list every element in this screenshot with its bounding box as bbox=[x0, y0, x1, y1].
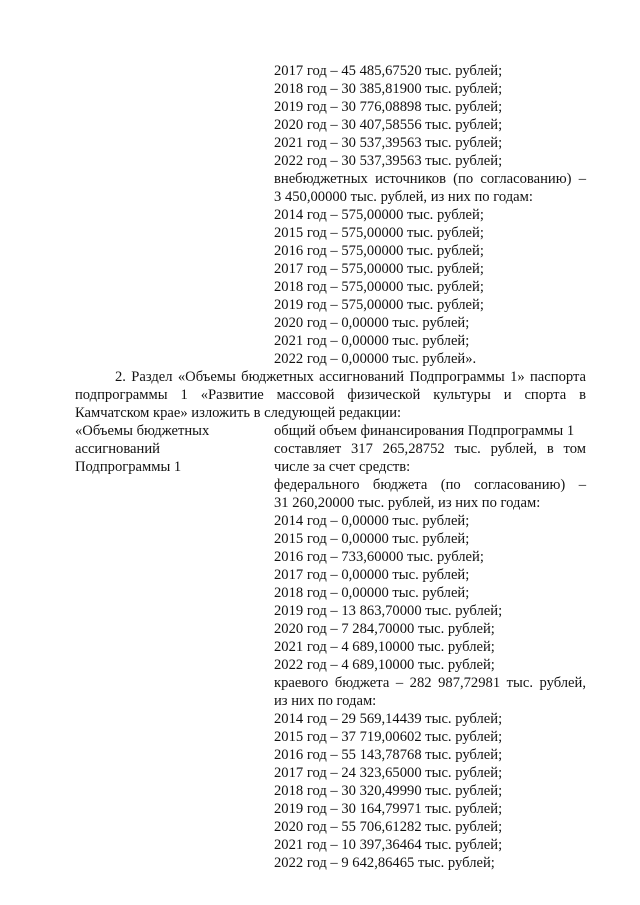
funding-line: общий объем финансирования Подпрограммы 1 bbox=[274, 423, 575, 439]
funding-line: 2020 год – 30 407,58556 тыс. рублей; bbox=[274, 117, 503, 133]
funding-line: из них по годам: bbox=[274, 693, 377, 709]
funding-line: 2018 год – 30 385,81900 тыс. рублей; bbox=[274, 81, 503, 97]
funding-line: 2020 год – 55 706,61282 тыс. рублей; bbox=[274, 819, 503, 835]
funding-line: 2014 год – 0,00000 тыс. рублей; bbox=[274, 513, 470, 529]
funding-line: 2022 год – 4 689,10000 тыс. рублей; bbox=[274, 657, 495, 673]
funding-line: 2022 год – 30 537,39563 тыс. рублей; bbox=[274, 153, 503, 169]
funding-line: 2019 год – 30 164,79971 тыс. рублей; bbox=[274, 801, 503, 817]
funding-line: 2018 год – 0,00000 тыс. рублей; bbox=[274, 585, 470, 601]
funding-line: 2021 год – 4 689,10000 тыс. рублей; bbox=[274, 639, 495, 655]
funding-line: 2017 год – 575,00000 тыс. рублей; bbox=[274, 261, 484, 277]
funding-line: 2017 год – 0,00000 тыс. рублей; bbox=[274, 567, 470, 583]
funding-line: 2017 год – 45 485,67520 тыс. рублей; bbox=[274, 63, 503, 79]
funding-line: 31 260,20000 тыс. рублей, из них по годам: bbox=[274, 495, 541, 511]
paragraph-line: Камчатском крае» изложить в следующей редакции: bbox=[75, 405, 402, 421]
funding-line: 2022 год – 9 642,86465 тыс. рублей; bbox=[274, 855, 495, 871]
funding-line: краевого бюджета – 282 987,72981 тыс. рублей, bbox=[274, 675, 586, 691]
funding-line: 2015 год – 575,00000 тыс. рублей; bbox=[274, 225, 484, 241]
funding-line: 2014 год – 575,00000 тыс. рублей; bbox=[274, 207, 484, 223]
section-label: ассигнований bbox=[75, 441, 160, 457]
funding-line: 2014 год – 29 569,14439 тыс. рублей; bbox=[274, 711, 503, 727]
funding-line: 2019 год – 30 776,08898 тыс. рублей; bbox=[274, 99, 503, 115]
section-label: Подпрограммы 1 bbox=[75, 459, 182, 475]
funding-line: внебюджетных источников (по согласованию) – bbox=[274, 171, 586, 187]
funding-line: 2016 год – 575,00000 тыс. рублей; bbox=[274, 243, 484, 259]
funding-line: 2019 год – 575,00000 тыс. рублей; bbox=[274, 297, 484, 313]
funding-line: 2018 год – 30 320,49990 тыс. рублей; bbox=[274, 783, 503, 799]
paragraph-line: подпрограммы 1 «Развитие массовой физической культуры и спорта в bbox=[75, 387, 586, 403]
funding-line: 2021 год – 0,00000 тыс. рублей; bbox=[274, 333, 470, 349]
funding-line: 2018 год – 575,00000 тыс. рублей; bbox=[274, 279, 484, 295]
funding-line: 2015 год – 37 719,00602 тыс. рублей; bbox=[274, 729, 503, 745]
funding-line: 2019 год – 13 863,70000 тыс. рублей; bbox=[274, 603, 503, 619]
funding-line: 2020 год – 0,00000 тыс. рублей; bbox=[274, 315, 470, 331]
funding-line: 2016 год – 733,60000 тыс. рублей; bbox=[274, 549, 484, 565]
funding-line: 2022 год – 0,00000 тыс. рублей». bbox=[274, 351, 477, 367]
funding-line: составляет 317 265,28752 тыс. рублей, в том bbox=[274, 441, 586, 457]
section-label: «Объемы бюджетных bbox=[75, 423, 210, 439]
funding-line: числе за счет средств: bbox=[274, 459, 411, 475]
funding-line: 2021 год – 30 537,39563 тыс. рублей; bbox=[274, 135, 503, 151]
funding-line: 2021 год – 10 397,36464 тыс. рублей; bbox=[274, 837, 503, 853]
funding-line: 3 450,00000 тыс. рублей, из них по годам: bbox=[274, 189, 533, 205]
funding-line: 2017 год – 24 323,65000 тыс. рублей; bbox=[274, 765, 503, 781]
paragraph-line: 2. Раздел «Объемы бюджетных ассигнований Подпрограммы 1» паспорта bbox=[115, 369, 586, 385]
funding-line: 2015 год – 0,00000 тыс. рублей; bbox=[274, 531, 470, 547]
funding-line: 2016 год – 55 143,78768 тыс. рублей; bbox=[274, 747, 503, 763]
funding-line: 2020 год – 7 284,70000 тыс. рублей; bbox=[274, 621, 495, 637]
funding-line: федерального бюджета (по согласованию) – bbox=[274, 477, 586, 493]
